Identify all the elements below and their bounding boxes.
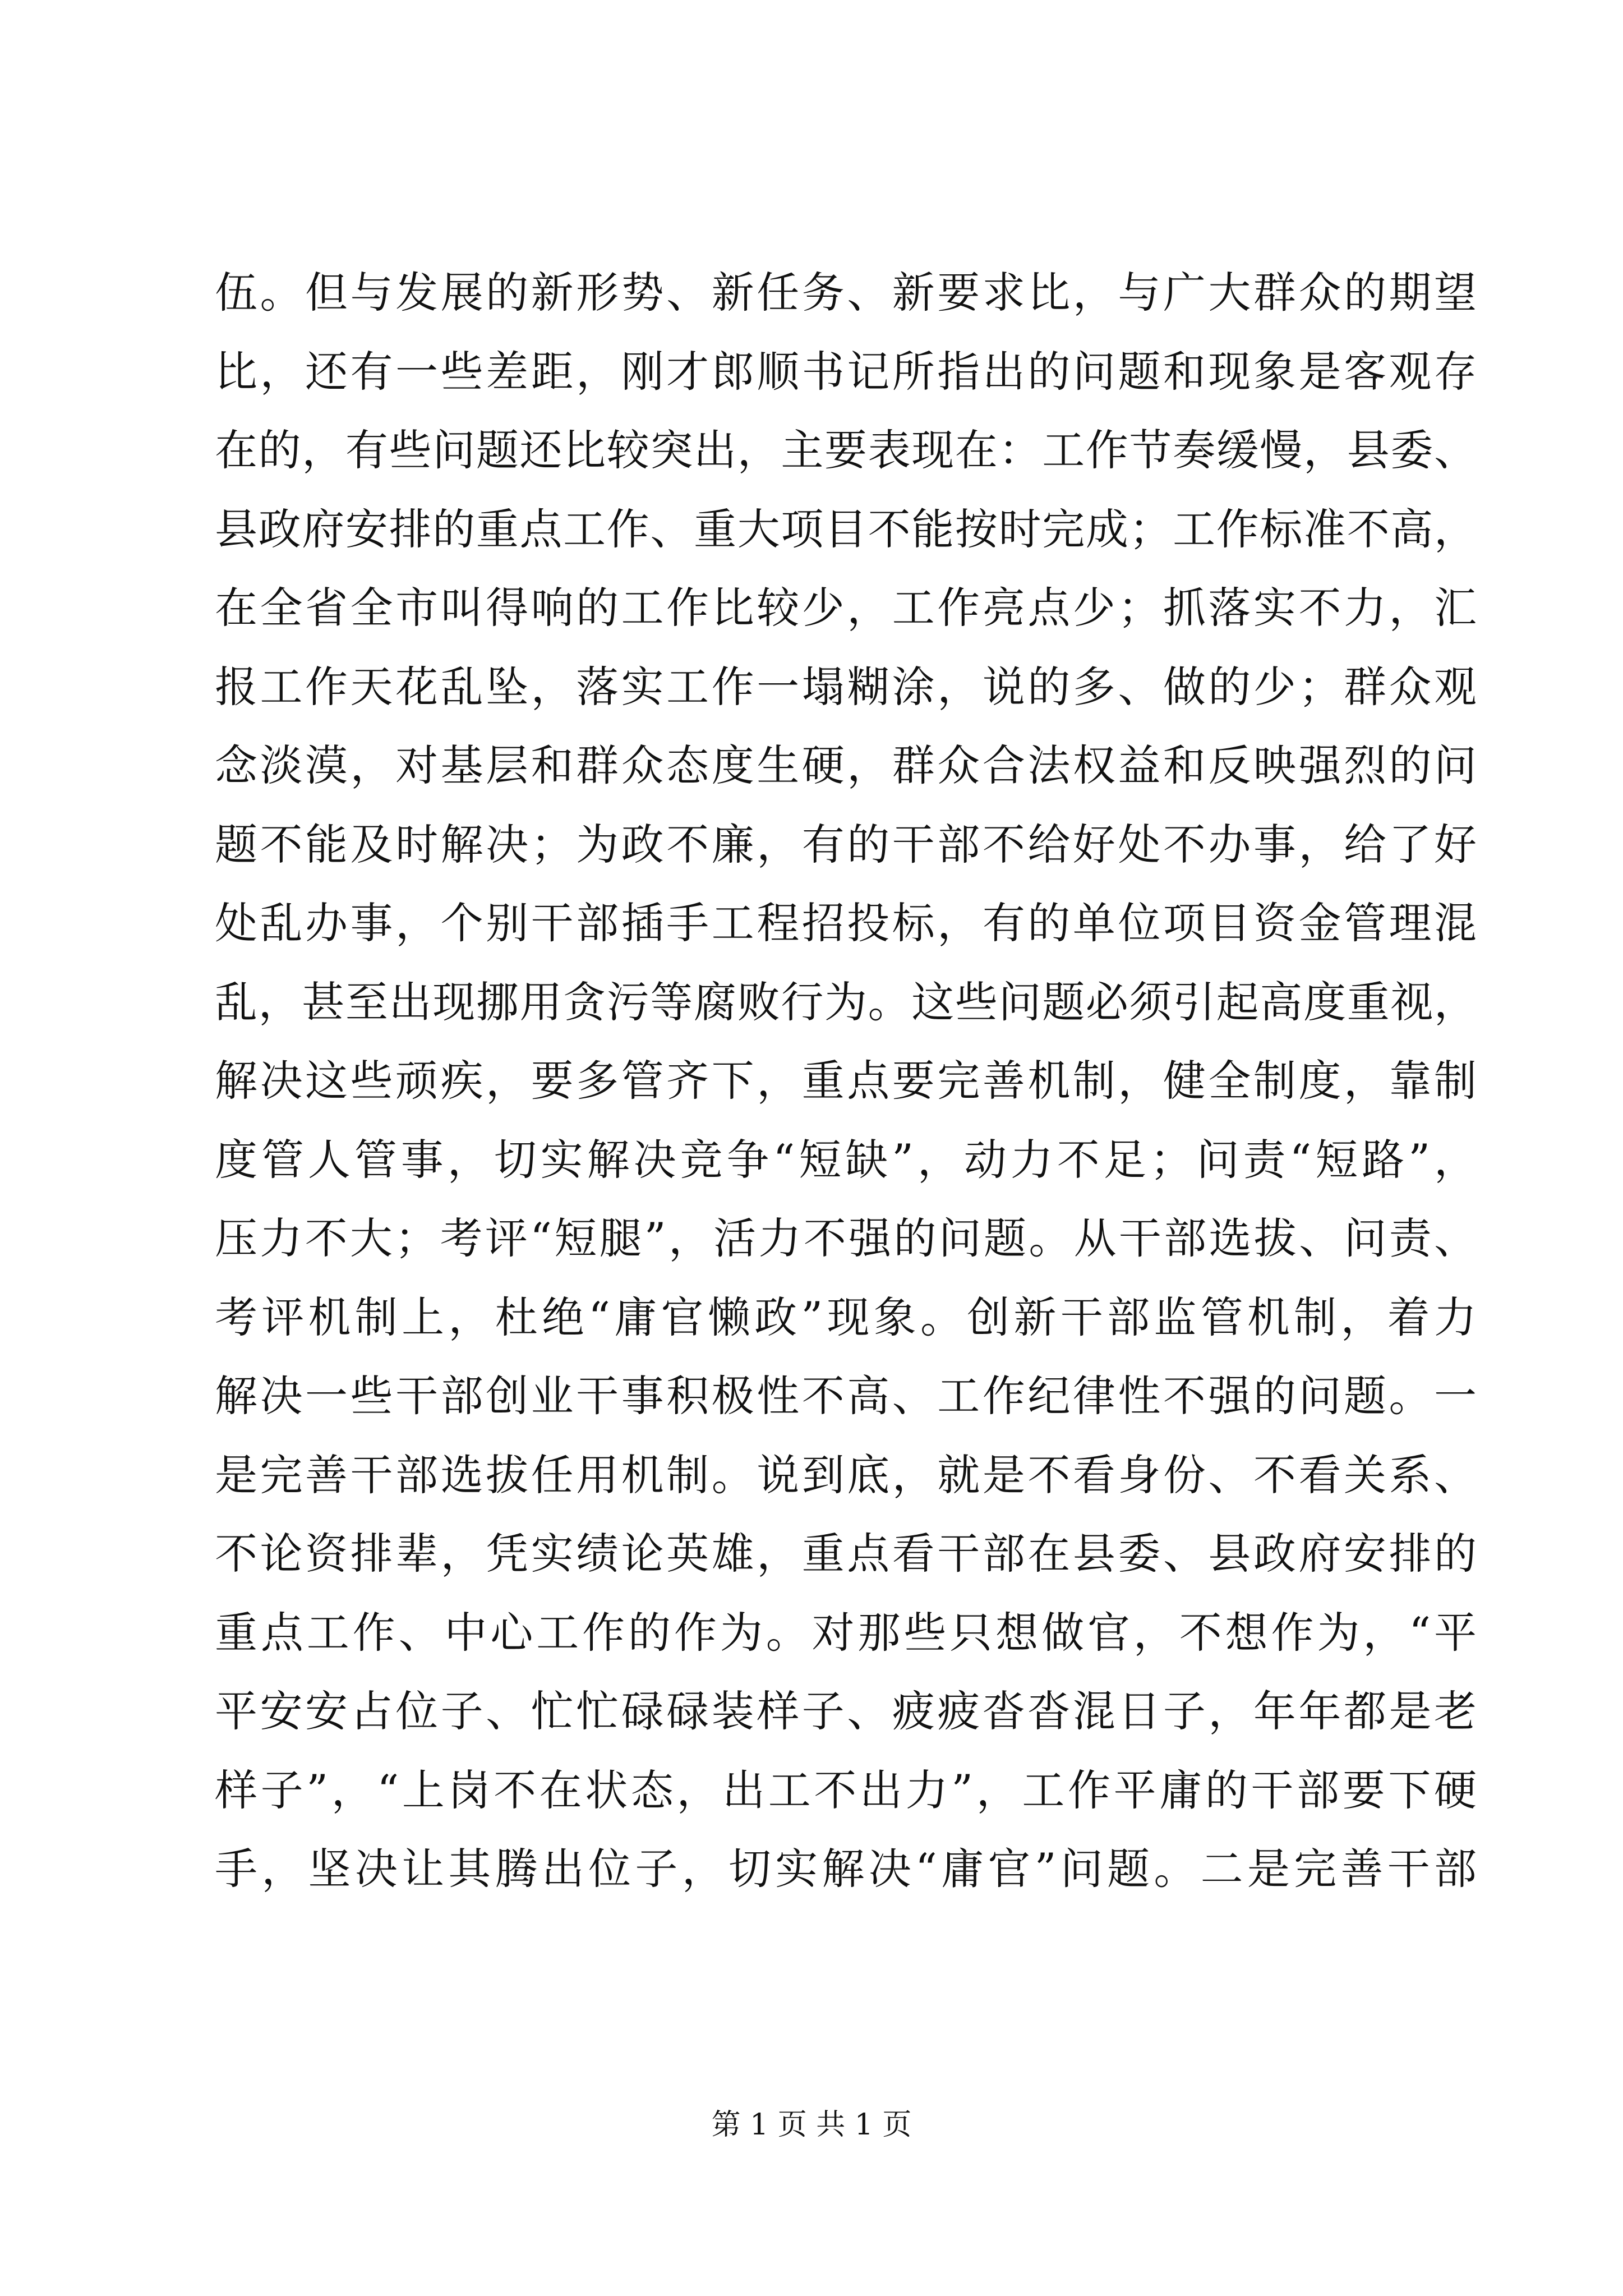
body-paragraph bbox=[215, 254, 1477, 1909]
text-line: 重点工作、中心工作的作为。对那些只想做官，不想作为，“平 bbox=[215, 1607, 1477, 1658]
text-line: 乱，甚至出现挪用贪污等腐败行为。这些问题必须引起高度重视， bbox=[215, 977, 1477, 1027]
text-line: 报工作天花乱坠，落实工作一塌糊涂，说的多、做的少；群众观 bbox=[215, 661, 1477, 712]
text-line: 题不能及时解决；为政不廉，有的干部不给好处不办事，给了好 bbox=[215, 819, 1477, 869]
text-line: 样子”，“上岗不在状态，出工不出力”，工作平庸的干部要下硬 bbox=[215, 1765, 1477, 1815]
text-line: 县政府安排的重点工作、重大项目不能按时完成；工作标准不高， bbox=[215, 504, 1477, 554]
text-line: 压力不大；考评“短腿”，活力不强的问题。从干部选拔、问责、 bbox=[215, 1213, 1477, 1263]
text-line: 在的，有些问题还比较突出，主要表现在：工作节奏缓慢，县委、 bbox=[215, 425, 1477, 475]
text-line: 平安安占位子、忙忙碌碌装样子、疲疲沓沓混日子，年年都是老 bbox=[215, 1686, 1477, 1736]
text-line: 解决这些顽疾，要多管齐下，重点要完善机制，健全制度，靠制 bbox=[215, 1056, 1477, 1106]
text-line: 是完善干部选拔任用机制。说到底，就是不看身份、不看关系、 bbox=[215, 1450, 1477, 1500]
text-line: 处乱办事，个别干部插手工程招投标，有的单位项目资金管理混 bbox=[215, 898, 1477, 948]
text-line: 在全省全市叫得响的工作比较少，工作亮点少；抓落实不力，汇 bbox=[215, 583, 1477, 633]
text-line: 念淡漠，对基层和群众态度生硬，群众合法权益和反映强烈的问 bbox=[215, 740, 1477, 790]
page-footer: 第 1 页 共 1 页 bbox=[711, 2108, 912, 2142]
text-line: 比，还有一些差距，刚才郎顺书记所指出的问题和现象是客观存 bbox=[215, 346, 1477, 397]
text-line: 不论资排辈，凭实绩论英雄，重点看干部在县委、县政府安排的 bbox=[215, 1529, 1477, 1579]
text-line: 考评机制上，杜绝“庸官懒政”现象。创新干部监管机制，着力 bbox=[215, 1292, 1477, 1342]
text-line: 度管人管事，切实解决竞争“短缺”，动力不足；问责“短路”， bbox=[215, 1134, 1477, 1185]
text-line: 手，坚决让其腾出位子，切实解决“庸官”问题。二是完善干部 bbox=[215, 1844, 1477, 1894]
text-line: 伍。但与发展的新形势、新任务、新要求比，与广大群众的期望 bbox=[215, 268, 1477, 318]
text-line: 解决一些干部创业干事积极性不高、工作纪律性不强的问题。一 bbox=[215, 1371, 1477, 1421]
